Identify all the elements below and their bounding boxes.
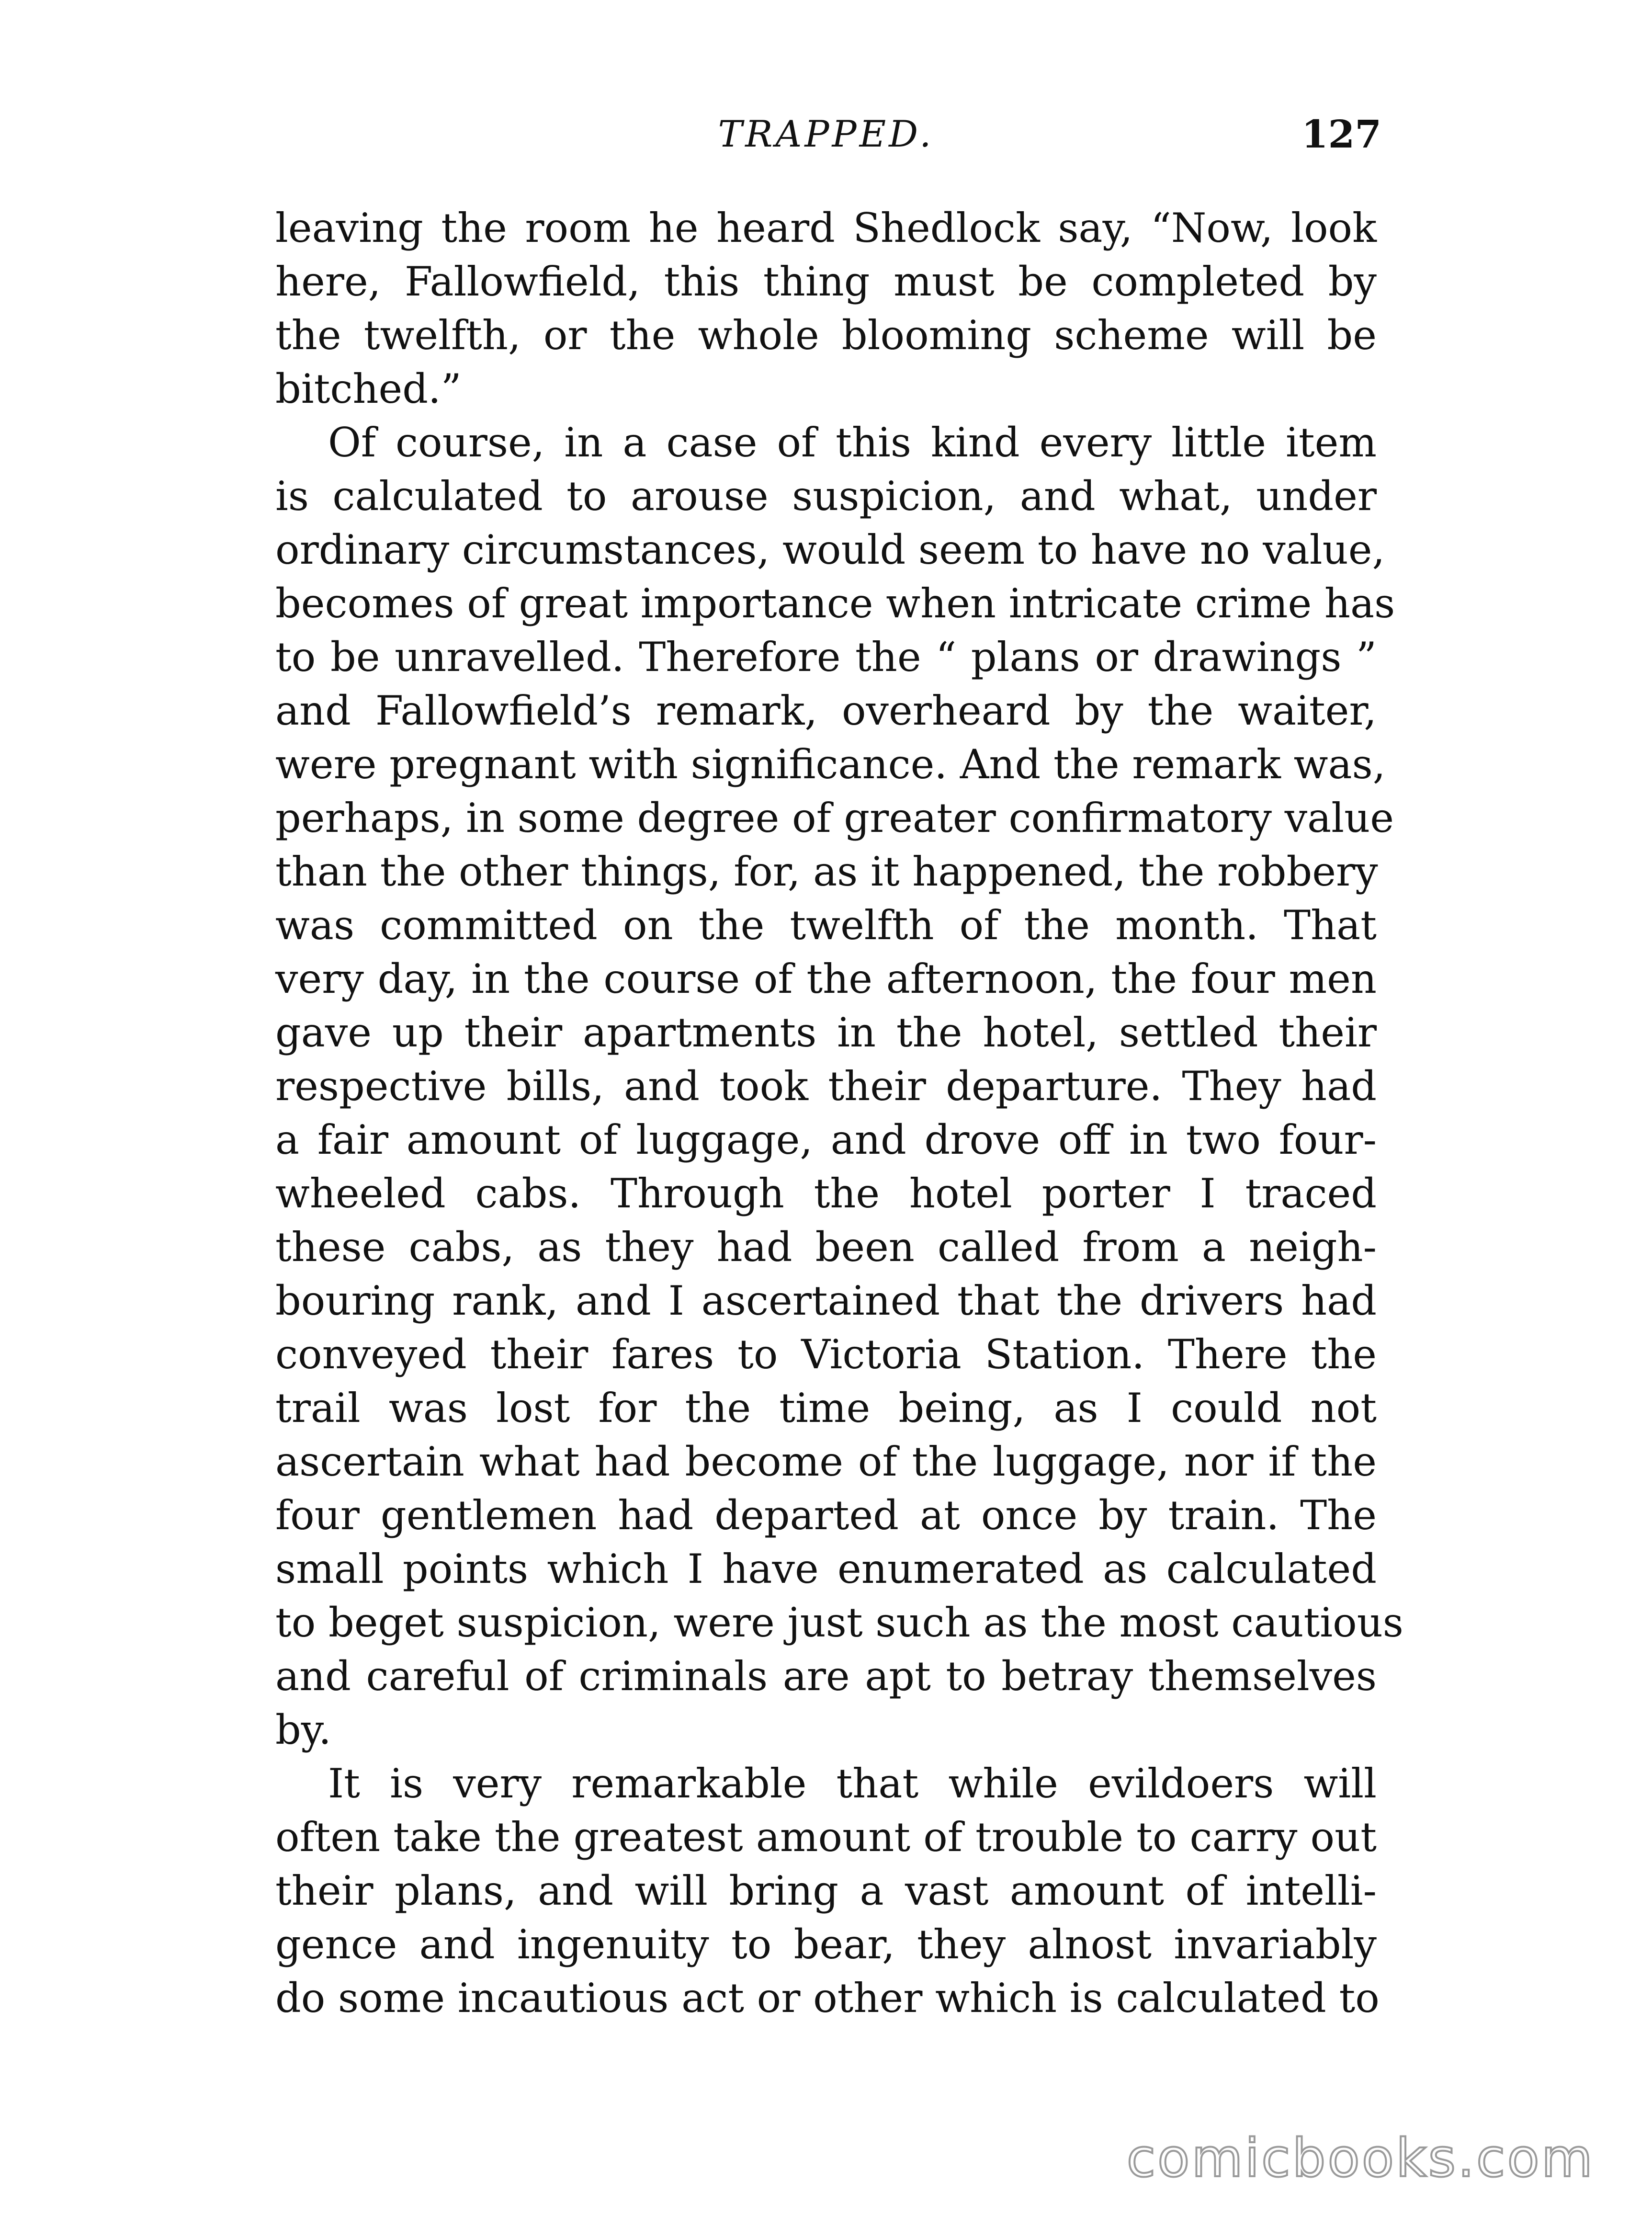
text-line: often take the greatest amount of trouble to carry out	[275, 1814, 1377, 1861]
body-text	[275, 201, 1403, 2025]
watermark: comicbooks.com	[1126, 2127, 1595, 2189]
text-line: becomes of great importance when intricate crime has	[275, 580, 1395, 627]
text-line: to be unravelled. Therefore the “ plans or drawings ”	[275, 634, 1377, 681]
text-line: It is very remarkable that while evildoers will	[328, 1760, 1377, 1807]
text-line: gence and ingenuity to bear, they alnost invariably	[275, 1921, 1377, 1968]
text-line: conveyed their fares to Victoria Station. There the	[275, 1331, 1377, 1378]
text-line: bitched.”	[275, 365, 462, 412]
text-line: small points which I have enumerated as calculated	[275, 1545, 1377, 1592]
text-line: ascertain what had become of the luggage, nor if the	[275, 1438, 1377, 1485]
text-line: do some incautious act or other which is calculated to	[275, 1975, 1380, 2022]
text-line: was committed on the twelfth of the month. That	[275, 902, 1377, 949]
text-line: respective bills, and took their departure. They had	[275, 1063, 1377, 1110]
text-line: bouring rank, and I ascertained that the drivers had	[275, 1277, 1377, 1324]
text-line: and careful of criminals are apt to betray themselves	[275, 1653, 1377, 1700]
text-line: to beget suspicion, were just such as the most cautious	[275, 1599, 1403, 1646]
text-line: trail was lost for the time being, as I could not	[275, 1385, 1377, 1432]
text-line: very day, in the course of the afternoon, the four men	[275, 955, 1377, 1002]
text-line: gave up their apartments in the hotel, settled their	[275, 1009, 1377, 1056]
text-line: is calculated to arouse suspicion, and what, under	[275, 473, 1377, 520]
text-line: here, Fallowfield, this thing must be completed by	[275, 258, 1377, 305]
text-line: a fair amount of luggage, and drove off in two four-	[275, 1116, 1377, 1163]
text-line: Of course, in a case of this kind every little item	[328, 419, 1377, 466]
running-title: TRAPPED.	[718, 113, 934, 155]
text-line: by.	[275, 1706, 331, 1753]
text-line: leaving the room he heard Shedlock say, “Now, look	[275, 205, 1377, 251]
text-line: and Fallowfield’s remark, overheard by the waiter,	[275, 687, 1377, 734]
text-line: ordinary circumstances, would seem to have no value,	[275, 526, 1385, 573]
text-line: were pregnant with significance. And the remark was,	[275, 741, 1386, 788]
text-line: perhaps, in some degree of greater confirmatory value	[275, 795, 1394, 841]
text-line: their plans, and will bring a vast amount of intelli-	[275, 1867, 1377, 1914]
text-line: wheeled cabs. Through the hotel porter I traced	[275, 1170, 1377, 1217]
running-head	[0, 105, 1652, 163]
text-line: the twelfth, or the whole blooming scheme will be	[275, 312, 1377, 359]
text-line: these cabs, as they had been called from a neigh-	[275, 1224, 1377, 1271]
text-line: than the other things, for, as it happened, the robbery	[275, 848, 1378, 895]
text-line: four gentlemen had departed at once by train. The	[275, 1492, 1377, 1539]
page-number: 127	[1301, 112, 1381, 157]
